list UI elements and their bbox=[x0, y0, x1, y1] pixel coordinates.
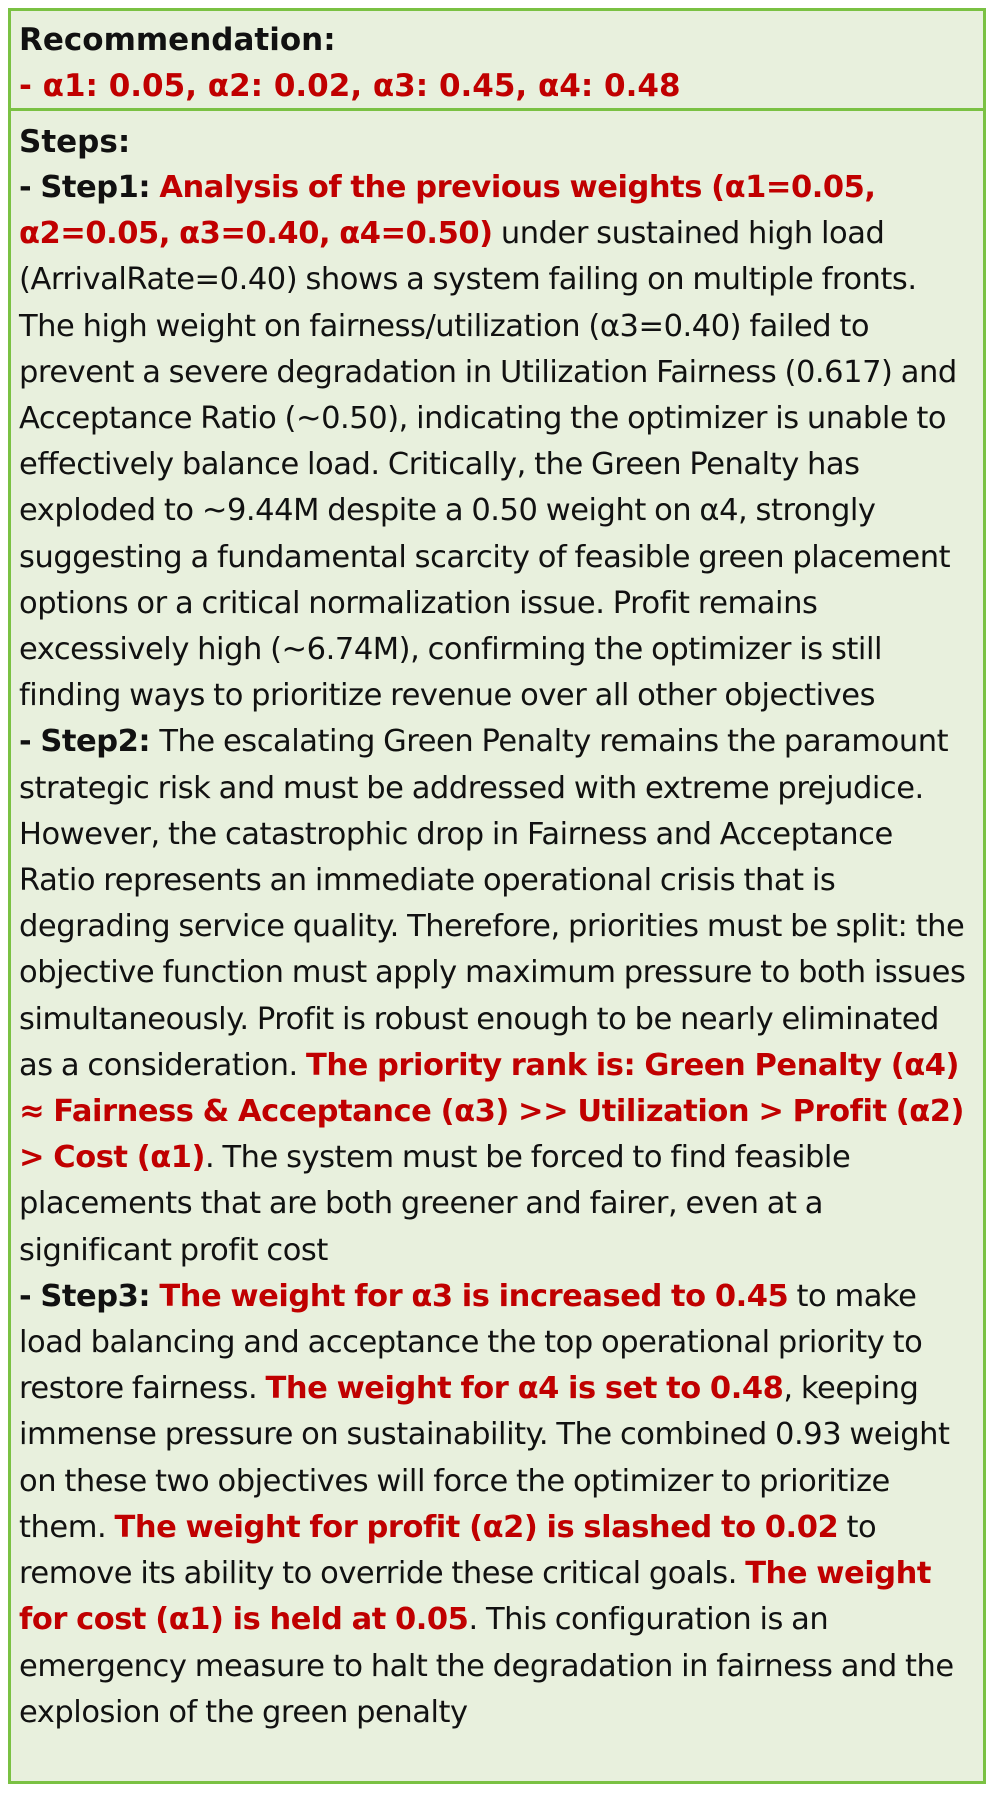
step3-highlight-4: The weight for cost (α1) is held at 0.05 bbox=[19, 1556, 931, 1638]
steps-section bbox=[11, 111, 983, 1736]
step2-paragraph bbox=[19, 719, 975, 1273]
step2-highlight: The priority rank is: Green Penalty (α4) ≈ Fairness & Acceptance (α3) >> Utilization > Profit (α2) > Cost (α1) bbox=[19, 1047, 964, 1176]
step2-text-end: . The system must be forced to find feasible placements that are both greener and fairer, even at a significant profit cost bbox=[19, 1140, 851, 1268]
step3-text-1: to make load balancing and acceptance the top operational priority to restore fairness. bbox=[19, 1278, 923, 1407]
recommendation-panel bbox=[8, 8, 986, 1784]
steps-heading: Steps: bbox=[19, 124, 131, 160]
step3-text-3: to remove its ability to override these critical goals. bbox=[19, 1509, 877, 1592]
step1-text: under sustained high load (ArrivalRate=0.40) shows a system failing on multiple fronts. The high weight on fairness/utilization (α3=0.40) failed to prevent a severe degradation in Utilization Fairness (0.617) and Acceptance Ratio (~0.50), indicating the optimizer is unable to effectively balance load. Critically, the Green Penalty has exploded to ~9.44M despite a 0.50 weight on α4, strongly suggesting a fundamental scarcity of feasible green placement options or a critical normalization issue. Profit remains excessively high (~6.74M), confirming the optimizer is still finding ways to prioritize revenue over all other objectives bbox=[19, 216, 957, 714]
step3-label: - Step3: bbox=[19, 1278, 160, 1314]
step2-label: - Step2: bbox=[19, 724, 160, 760]
step3-highlight-3: The weight for profit (α2) is slashed to 0.02 bbox=[114, 1509, 839, 1545]
step3-highlight-1: The weight for α3 is increased to 0.45 bbox=[159, 1278, 789, 1314]
recommendation-value: - α1: 0.05, α2: 0.02, α3: 0.45, α4: 0.48 bbox=[19, 68, 681, 104]
step3-highlight-2: The weight for α4 is set to 0.48 bbox=[265, 1371, 784, 1407]
step1-label: - Step1: bbox=[19, 170, 160, 205]
step1-paragraph bbox=[19, 165, 975, 719]
step3-text-4: . This configuration is an emergency measure to halt the degradation in fairness and the explosion of the green penalty bbox=[19, 1602, 954, 1730]
step1-highlight: Analysis of the previous weights (α1=0.05, α2=0.05, α3=0.40, α4=0.50) bbox=[19, 170, 876, 252]
step3-text-2: , keeping immense pressure on sustainability. The combined 0.93 weight on these two objectives will force the optimizer to prioritize them. bbox=[19, 1371, 950, 1545]
recommendation-section bbox=[11, 11, 983, 111]
recommendation-heading: Recommendation: bbox=[19, 22, 336, 58]
step3-paragraph bbox=[19, 1274, 975, 1736]
step2-text: The escalating Green Penalty remains the paramount strategic risk and must be addressed with extreme prejudice. However, the catastrophic drop in Fairness and Acceptance Ratio represents an immediate operational crisis that is degrading service quality. Therefore, priorities must be split: the objective function must apply maximum pressure to both issues simultaneously. Profit is robust enough to be nearly eliminated as a consideration. bbox=[19, 724, 966, 1083]
